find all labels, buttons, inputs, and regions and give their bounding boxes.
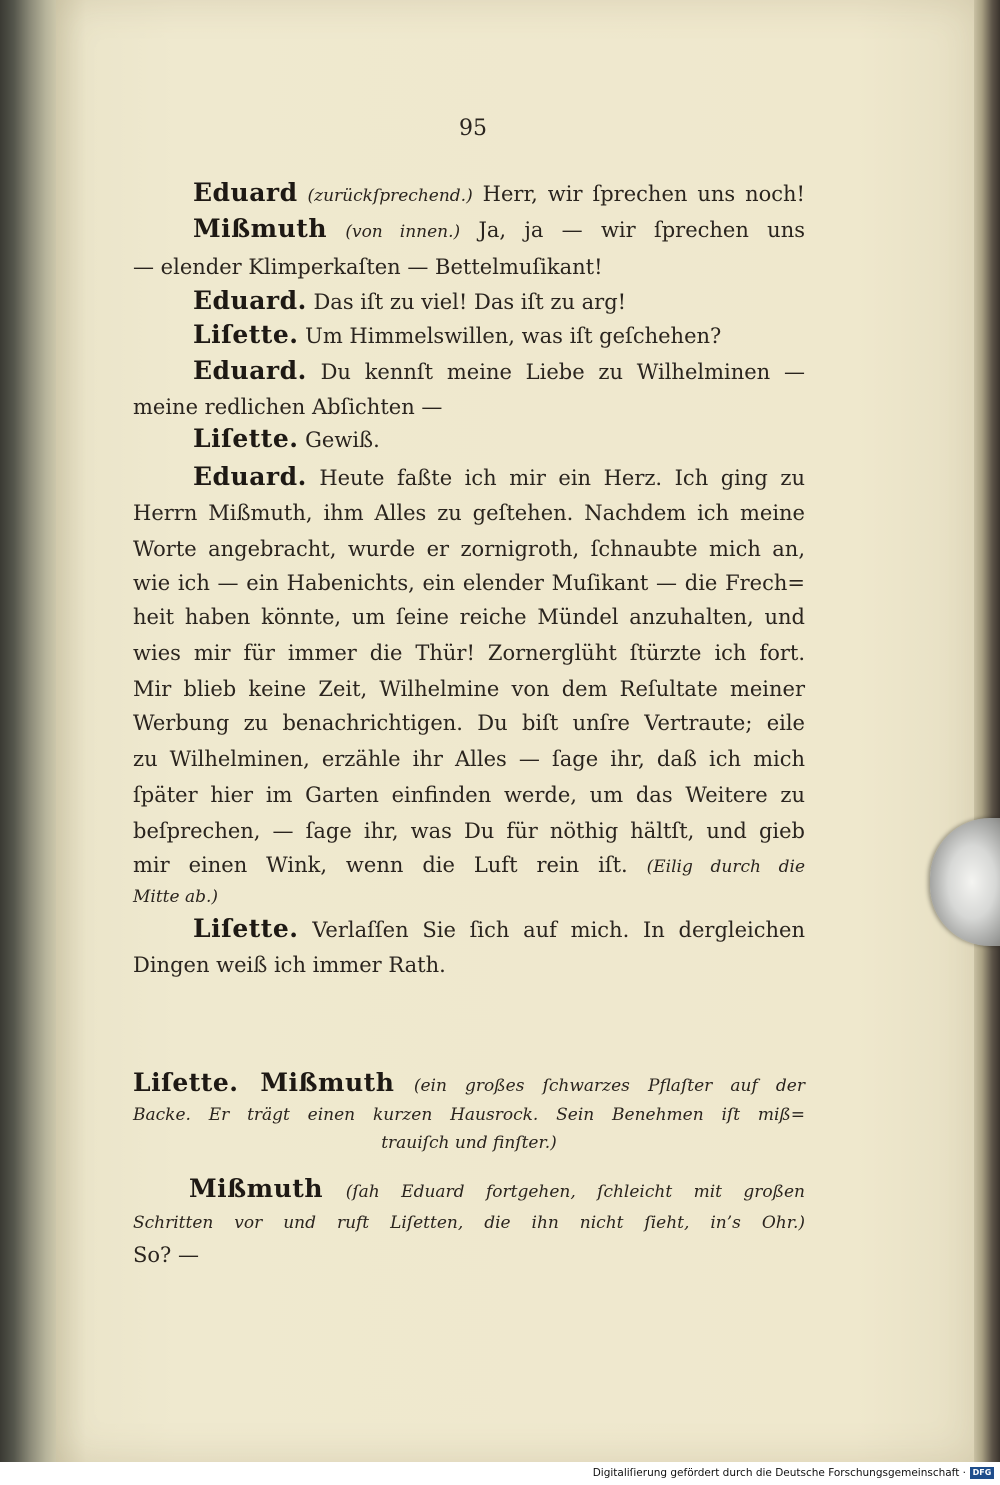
text-line bbox=[133, 176, 805, 213]
stage-direction: Backe. Er trägt einen kurzen Hausrock. Sein Benehmen iſt miß= bbox=[133, 1105, 805, 1125]
dialogue-text: Dingen weiß ich immer Rath. bbox=[133, 953, 446, 977]
text-line bbox=[133, 496, 805, 530]
dialogue-text: Du kennſt meine Liebe zu Wilhelminen — bbox=[320, 360, 805, 384]
text-line bbox=[133, 212, 805, 249]
dialogue-text: beſprechen, — ſage ihr, was Du für nöthig hältſt, und gieb bbox=[133, 819, 805, 843]
text-line bbox=[133, 566, 805, 600]
stage-direction: (Eilig durch die bbox=[646, 857, 806, 877]
speaker-name: Eduard. bbox=[193, 356, 307, 385]
dialogue-text: Werbung zu benachrichtigen. Du biſt unſre Vertraute; eile bbox=[133, 711, 805, 735]
text-line bbox=[133, 1204, 805, 1240]
text-line bbox=[133, 318, 805, 353]
dialogue-text: Ja, ja — wir ſprechen uns bbox=[478, 218, 805, 242]
text-line bbox=[133, 912, 805, 947]
speaker-name: Eduard. bbox=[193, 286, 307, 315]
text-line bbox=[133, 706, 805, 740]
dialogue-text: ſpäter hier im Garten einfinden werde, um das Weitere zu bbox=[133, 783, 805, 807]
dialogue-text: So? — bbox=[133, 1243, 199, 1267]
stage-direction: (von innen.) bbox=[345, 222, 461, 242]
dialogue-text: wies mir für immer die Thür! Zornerglüht ſtürzte ich fort. bbox=[133, 641, 805, 665]
speaker-name: Mißmuth bbox=[193, 214, 328, 243]
dialogue-text: — elender Klimperkaſten — Bettelmuſikant! bbox=[133, 255, 603, 279]
stage-direction: Mitte ab.) bbox=[133, 887, 219, 907]
dialogue-text: Heute faßte ich mir ein Herz. Ich ging zu bbox=[319, 466, 805, 490]
text-line bbox=[133, 460, 805, 495]
page-number: 95 bbox=[459, 116, 487, 141]
text-line bbox=[133, 948, 805, 982]
text-line bbox=[133, 600, 805, 634]
text-line bbox=[133, 814, 805, 848]
speaker-name: Liſette. Mißmuth bbox=[133, 1068, 395, 1097]
speaker-name: Eduard. bbox=[193, 462, 307, 491]
text-line bbox=[133, 778, 805, 812]
text-line bbox=[133, 390, 805, 424]
speaker-name: Liſette. bbox=[193, 320, 299, 349]
book-spine bbox=[0, 0, 62, 1462]
dialogue-text: wie ich — ein Habenichts, ein elender Muſikant — die Frech= bbox=[133, 571, 805, 595]
text-line bbox=[133, 284, 805, 319]
stage-direction: trauiſch und finſter.) bbox=[381, 1133, 557, 1153]
dialogue-text: Gewiß. bbox=[305, 428, 380, 452]
page-edge-shadow bbox=[974, 0, 1000, 1462]
dialogue-text: mir einen Wink, wenn die Luft rein iſt. bbox=[133, 853, 628, 877]
text-line bbox=[133, 672, 805, 706]
stage-direction: (ſah Eduard fortgehen, ſchleicht mit großen bbox=[345, 1182, 805, 1202]
speaker-name: Liſette. bbox=[193, 914, 299, 943]
text-line bbox=[133, 878, 805, 914]
dialogue-text: Herrn Mißmuth, ihm Alles zu geſtehen. Nachdem ich meine bbox=[133, 501, 805, 525]
dialogue-text: Herr, wir ſprechen uns noch! bbox=[482, 182, 805, 206]
dialogue-text: meine redlichen Abſichten — bbox=[133, 395, 443, 419]
stage-direction: (zurückſprechend.) bbox=[307, 186, 473, 206]
text-line bbox=[133, 1124, 805, 1160]
text-line bbox=[133, 742, 805, 776]
speaker-name: Mißmuth bbox=[189, 1174, 324, 1203]
text-line bbox=[133, 636, 805, 670]
dialogue-text: Das iſt zu viel! Das iſt zu arg! bbox=[313, 290, 627, 314]
text-line bbox=[133, 422, 805, 457]
footer-bar bbox=[0, 1462, 1000, 1485]
text-line bbox=[133, 532, 805, 566]
text-line bbox=[133, 250, 805, 284]
speaker-name: Liſette. bbox=[193, 424, 299, 453]
dfg-logo: DFG bbox=[970, 1467, 994, 1479]
dialogue-text: Mir blieb keine Zeit, Wilhelmine von dem Reſultate meiner bbox=[133, 677, 805, 701]
dialogue-text: Worte angebracht, wurde er zornigroth, ſchnaubte mich an, bbox=[133, 537, 805, 561]
stage-direction: (ein großes ſchwarzes Pflaſter auf der bbox=[413, 1076, 805, 1096]
dialogue-text: heit haben könnte, um ſeine reiche Mündel anzuhalten, und bbox=[133, 605, 805, 629]
text-line bbox=[133, 1238, 805, 1272]
dialogue-text: Um Himmelswillen, was iſt geſchehen? bbox=[305, 324, 722, 348]
speaker-name: Eduard bbox=[193, 178, 298, 207]
dialogue-text: zu Wilhelminen, erzähle ihr Alles — ſage ihr, daß ich mich bbox=[133, 747, 805, 771]
dialogue-text: Verlaſſen Sie ſich auf mich. In dergleichen bbox=[312, 918, 805, 942]
text-line bbox=[133, 354, 805, 389]
funding-credit: Digitaliſierung gefördert durch die Deutsche Forschungsgemeinschaft · bbox=[592, 1467, 966, 1479]
stage-direction: Schritten vor und ruft Liſetten, die ihn nicht ſieht, in’s Ohr.) bbox=[133, 1213, 805, 1233]
